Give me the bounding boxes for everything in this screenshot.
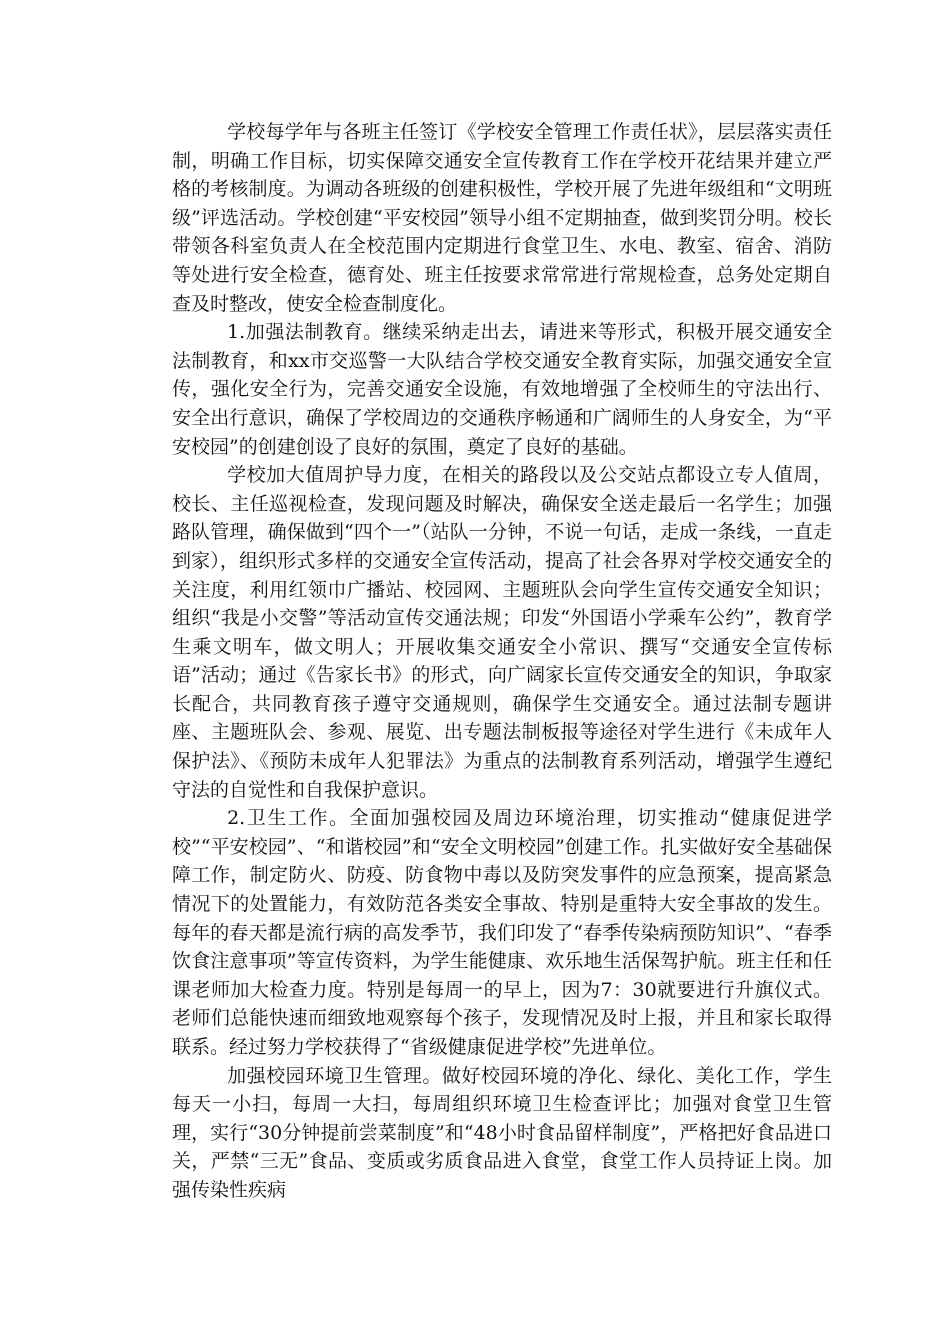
paragraph-safety-responsibility: 学校每学年与各班主任签订《学校安全管理工作责任状》，层层落实责任制，明确工作目标，切实保障交通安全宣传教育工作在学校开花结果并建立严格的考核制度。为调动各班级的创建积极性，学校开展了先进年级组和“文明班级”评选活动。学校创建“平安校园”领导小组不定期抽查，做到奖罚分明。校长带领各科室负责人在全校范围内定期进行食堂卫生、水电、教室、宿舍、消防等处进行安全检查，德育处、班主任按要求常常进行常规检查，总务处定期自查及时整改，使安全检查制度化。 [172, 121, 832, 315]
paragraph-duty-patrol: 学校加大值周护导力度，在相关的路段以及公交站点都设立专人值周，校长、主任巡视检查，发现问题及时解决，确保安全送走最后一名学生；加强路队管理，确保做到“四个一”（站队一分钟，不说一句话，走成一条线，一直走到家），组织形式多样的交通安全宣传活动，提高了社会各界对学校交通安全的关注度，利用红领巾广播站、校园网、主题班队会向学生宣传交通安全知识；组织“我是小交警”等活动宣传交通法规；印发“外国语小学乘车公约”，教育学生乘文明车，做文明人；开展收集交通安全小常识、撰写“交通安全宣传标语”活动；通过《告家长书》的形式，向广阔家长宣传交通安全的知识，争取家长配合，共同教育孩子遵守交通规则，确保学生交通安全。通过法制专题讲座、主题班队会、参观、展览、出专题法制板报等途径对学生进行《未成年人保护法》、《预防未成年人犯罪法》为重点的法制教育系列活动，增强学生遵纪守法的自觉性和自我保护意识。 [172, 464, 832, 801]
paragraph-campus-environment: 加强校园环境卫生管理。做好校园环境的净化、绿化、美化工作，学生每天一小扫，每周一大扫，每周组织环境卫生检查评比；加强对食堂卫生管理，实行“30分钟提前尝菜制度”和“48小时食品留样制度”，严格把好食品进口关，严禁“三无”食品、变质或劣质食品进入食堂，食堂工作人员持证上岗。加强传染性疾病 [172, 1064, 832, 1201]
paragraph-legal-education: 1.加强法制教育。继续采纳走出去，请进来等形式，积极开展交通安全法制教育，和xx市交巡警一大队结合学校交通安全教育实际，加强交通安全宣传，强化安全行为，完善交通安全设施，有效地增强了全校师生的守法出行、安全出行意识，确保了学校周边的交通秩序畅通和广阔师生的人身安全，为“平安校园”的创建创设了良好的氛围，奠定了良好的基础。 [172, 321, 832, 458]
document-body [172, 118, 832, 1205]
paragraph-hygiene-work: 2.卫生工作。全面加强校园及周边环境治理，切实推动“健康促进学校”“平安校园”、“和谐校园”和“安全文明校园”创建工作。扎实做好安全基础保障工作，制定防火、防疫、防食物中毒以及防突发事件的应急预案，提高紧急情况下的处置能力，有效防范各类安全事故、特别是重特大安全事故的发生。每年的春天都是流行病的高发季节，我们印发了“春季传染病预防知识”、“春季饮食注意事项”等宣传资料，为学生能健康、欢乐地生活保驾护航。班主任和任课老师加大检查力度。特别是每周一的早上，因为7：30就要进行升旗仪式。老师们总能快速而细致地观察每个孩子，发现情况及时上报，并且和家长取得联系。经过努力学校获得了“省级健康促进学校”先进单位。 [172, 807, 832, 1058]
